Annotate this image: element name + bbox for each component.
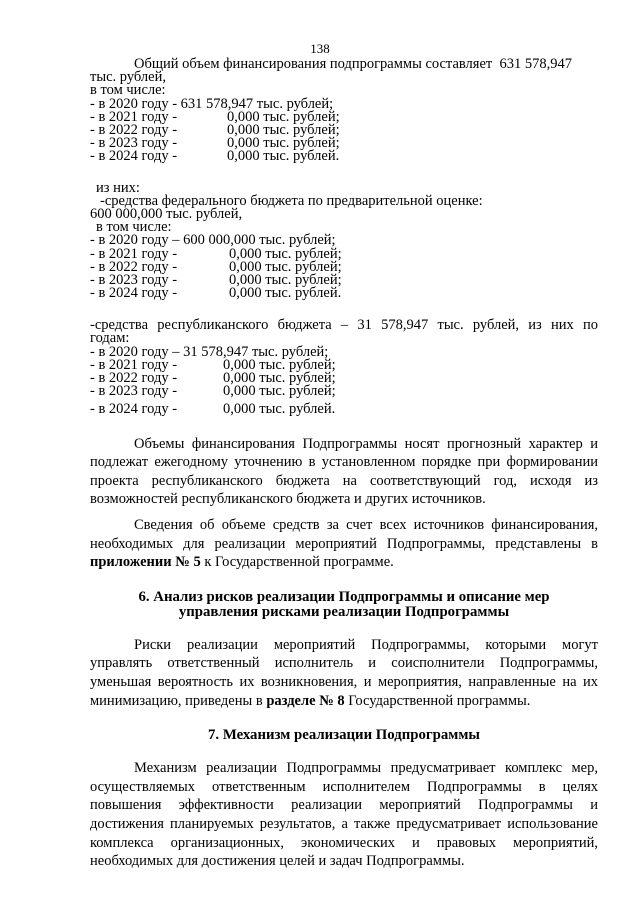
- page-content: [90, 58, 598, 871]
- section-reference: разделе № 8: [266, 692, 345, 709]
- federal-title: -средства федерального бюджета по предварительной оценке:: [100, 192, 483, 209]
- year-value: 0,000 тыс. рублей;: [229, 245, 342, 262]
- year-value: 0,000 тыс. рублей;: [229, 258, 342, 275]
- year-label: - в 2024 году -: [90, 148, 178, 165]
- year-label: - в 2022 году -: [90, 122, 178, 139]
- info-text: Сведения об объеме средств за счет всех источников финансирования, необходимых для реализации мероприятий Подпрограммы, представлены в: [90, 517, 598, 552]
- federal-including: в том числе:: [96, 219, 172, 236]
- total-unit: тыс. рублей,: [90, 69, 166, 86]
- republic-budget-block: [90, 318, 598, 416]
- total-intro-line: [90, 58, 598, 71]
- republic-year-row: [90, 385, 598, 398]
- page-number: 138: [310, 41, 330, 56]
- section-6-tail: Государственной программы.: [348, 692, 531, 709]
- total-intro: Общий объем финансирования подпрограммы составляет: [134, 56, 493, 72]
- section-6-text: Риски реализации мероприятий Подпрограммы, которыми могут управлять ответственный исполнитель и соисполнители Подпрограммы, уменьшая вероятность их возникновения, и мероприятия, направленные на их минимизацию, приведены в: [90, 636, 598, 709]
- year-value: 0,000 тыс. рублей.: [227, 148, 340, 165]
- year-label: - в 2020 году - 631 578,947 тыс. рублей;: [90, 95, 334, 112]
- federal-year-row: [90, 287, 598, 300]
- info-tail: к Государственной программе.: [204, 554, 394, 571]
- forecast-paragraph: Объемы финансирования Подпрограммы носят прогнозный характер и подлежат ежегодному уточнению в установленном порядке при формировании проекта республиканского бюджета на соответствующий год, исходя из возможностей республиканского бюджета и других источников.: [90, 435, 598, 508]
- year-label: - в 2023 году -: [90, 135, 178, 152]
- year-value: 0,000 тыс. рублей;: [227, 122, 340, 139]
- total-year-row: [90, 150, 598, 163]
- republic-line-2: годам:: [90, 330, 130, 347]
- info-paragraph: [90, 516, 598, 572]
- total-amount: 631 578,947: [499, 56, 572, 72]
- year-value: 0,000 тыс. рублей.: [229, 285, 342, 302]
- of-which-label: из них:: [96, 179, 140, 196]
- year-label: - в 2021 году -: [90, 245, 178, 262]
- year-value: 0,000 тыс. рублей;: [227, 135, 340, 152]
- year-value: 0,000 тыс. рублей;: [223, 356, 336, 373]
- republic-year-row: [90, 403, 598, 416]
- section-6-title-line-2: управления рисками реализации Подпрограммы: [178, 603, 510, 620]
- year-label: - в 2023 году -: [90, 383, 178, 400]
- appendix-reference: приложении № 5: [90, 554, 201, 571]
- federal-budget-block: [90, 179, 598, 302]
- year-label: - в 2021 году -: [90, 108, 178, 125]
- year-value: 0,000 тыс. рублей;: [229, 272, 342, 289]
- year-label: - в 2020 году – 600 000,000 тыс. рублей;: [90, 232, 336, 249]
- year-value: 0,000 тыс. рублей;: [223, 383, 336, 400]
- republic-line-1: -средства республиканского бюджета – 31 578,947 тыс. рублей, из них по: [90, 317, 598, 334]
- section-6-heading: [90, 590, 598, 620]
- year-label: - в 2024 году -: [90, 401, 178, 418]
- section-7-paragraph: Механизм реализации Подпрограммы предусматривает комплекс мер, осуществляемых ответственным исполнителем Подпрограммы в целях повышения эффективности реализации мероприятий Подпрограммы и достижения планируемых результатов, а также предусматривает использование комплекса организационных, экономических и правовых мероприятий, необходимых для достижения целей и задач Подпрограммы.: [90, 760, 598, 870]
- year-label: - в 2024 году -: [90, 285, 178, 302]
- year-label: - в 2022 году -: [90, 258, 178, 275]
- year-label: - в 2022 году -: [90, 370, 178, 387]
- federal-amount: 600 000,000 тыс. рублей,: [90, 206, 243, 223]
- total-including: в том числе:: [90, 82, 166, 99]
- year-label: - в 2021 году -: [90, 356, 178, 373]
- section-6-paragraph: [90, 636, 598, 710]
- total-financing-block: [90, 58, 598, 164]
- year-label: - в 2023 году -: [90, 272, 178, 289]
- section-7-heading: 7. Механизм реализации Подпрограммы: [208, 727, 480, 744]
- year-value: 0,000 тыс. рублей;: [227, 108, 340, 125]
- year-value: 0,000 тыс. рублей;: [223, 370, 336, 387]
- year-label: - в 2020 году – 31 578,947 тыс. рублей;: [90, 343, 329, 360]
- section-6-title-line-1: 6. Анализ рисков реализации Подпрограммы и описание мер: [138, 588, 550, 605]
- year-value: 0,000 тыс. рублей.: [223, 401, 336, 418]
